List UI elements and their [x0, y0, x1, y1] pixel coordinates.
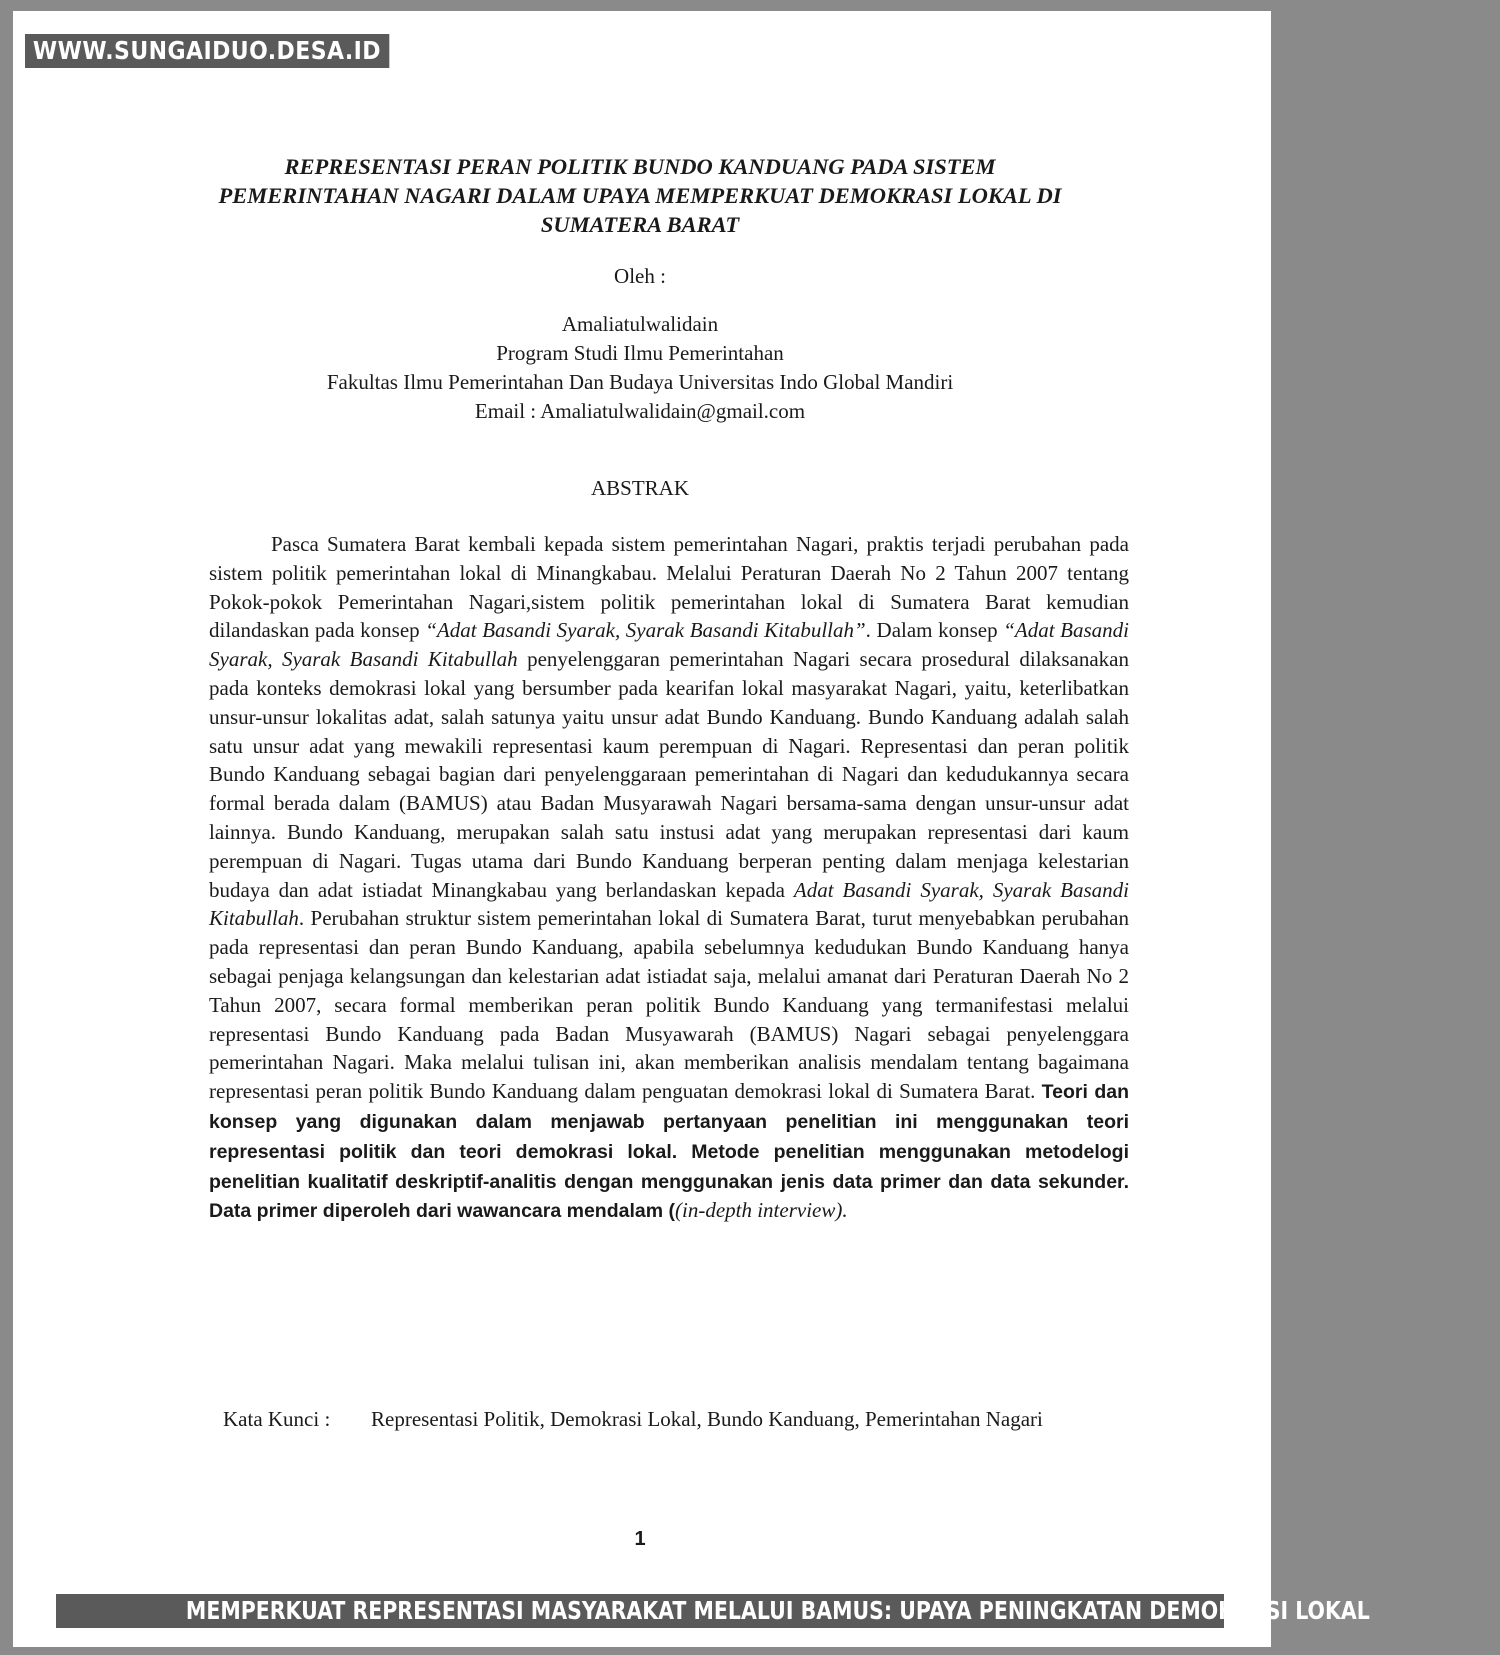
abstract-text: penyelenggaran pemerintahan Nagari secara prosedural dilaksanakan pada konteks demokrasi lokal yang bersumber pada kearifan lokal masyarakat Nagari, yaitu, keterlibatkan unsur-unsur lokalitas adat, salah satunya yaitu unsur adat Bundo Kanduang. Bundo Kanduang adalah salah satu unsur adat yang mewakili representasi kaum perempuan di Nagari. Representasi dan peran politik Bundo Kanduang sebagai bagian dari penyelenggaraan pemerintahan di Nagari dan kedudukannya secara formal berada dalam (BAMUS) atau Badan Musyarawah Nagari bersama-sama dengan unsur-unsur adat lainnya. Bundo Kanduang, merupakan salah satu instusi adat yang merupakan representasi dari kaum perempuan di Nagari. Tugas utama dari Bundo Kanduang berperan penting dalam menjaga kelestarian budaya dan adat istiadat Minangkabau yang berlandaskan kepada	[209, 647, 1129, 902]
abstract-italic-text: “Adat Basandi Syarak, Syarak Basandi Kitabullah	[209, 618, 1129, 672]
page-number: 1	[634, 1528, 646, 1550]
title-line: REPRESENTASI PERAN POLITIK BUNDO KANDUANG PADA SISTEM	[284, 154, 996, 179]
abstract-italic-text: (in-depth interview).	[675, 1198, 848, 1223]
site-watermark: WWW.SUNGAIDUO.DESA.ID	[25, 34, 389, 68]
author-email: Email : Amaliatulwalidain@gmail.com	[474, 399, 806, 423]
author-faculty: Fakultas Ilmu Pemerintahan Dan Budaya Universitas Indo Global Mandiri	[326, 370, 954, 394]
title-line: SUMATERA BARAT	[540, 212, 740, 237]
title-line: PEMERINTAHAN NAGARI DALAM UPAYA MEMPERKUAT DEMOKRASI LOKAL DI	[218, 183, 1062, 208]
author-program: Program Studi Ilmu Pemerintahan	[496, 341, 784, 365]
byline-label: Oleh :	[614, 264, 666, 288]
keywords-list: Representasi Politik, Demokrasi Lokal, Bundo Kanduang, Pemerintahan Nagari	[371, 1407, 1043, 1431]
paper-title	[140, 152, 1140, 239]
abstract-body	[209, 530, 1129, 1226]
abstract-text: Pasca Sumatera Barat kembali kepada sistem pemerintahan Nagari, praktis terjadi perubahan pada sistem politik pemerintahan lokal di Minangkabau. Melalui Peraturan Daerah No 2 Tahun 2007 tentang Pokok-pokok Pemerintahan Nagari,sistem politik	[209, 532, 1129, 614]
abstract-text: . Dalam konsep	[865, 618, 1004, 643]
caption-banner	[56, 1594, 1370, 1628]
abstract-heading: ABSTRAK	[590, 476, 690, 500]
abstract-bold-text: Teori dan konsep yang digunakan dalam menjawab pertanyaan penelitian ini menggunakan teori representasi politik dan teori demokrasi lokal. Metode penelitian menggunakan metodelogi penelitian kualitatif deskriptif-analitis dengan menggunakan jenis data primer dan data sekunder. Data primer diperoleh dari wawancara mendalam (	[209, 1081, 1129, 1223]
keywords	[223, 1405, 1129, 1434]
caption-text: MEMPERKUAT REPRESENTASI MASYARAKAT MELALUI BAMUS: UPAYA PENINGKATAN DEMOKRASI LOKAL	[185, 1596, 1370, 1625]
abstract-italic-text: Adat Basandi Syarak, Syarak Basandi Kitabullah	[209, 877, 1129, 931]
abstract-text: . Perubahan struktur sistem pemerintahan lokal di Sumatera Barat, turut menyebabkan perubahan pada representasi dan peran Bundo Kanduang, apabila sebelumnya kedudukan Bundo Kanduang hanya sebagai penjaga kelangsungan dan kelestarian adat istiadat saja, melalui amanat dari Peraturan Daerah No 2 Tahun 2007, secara formal memberikan peran politik Bundo Kanduang yang termanifestasi melalui representasi Bundo Kanduang pada Badan Musyawarah (BAMUS) Nagari sebagai penyelenggara pemerintahan Nagari. Maka melalui tulisan ini, akan memberikan analisis mendalam tentang bagaimana representasi peran politik Bundo Kanduang dalam penguatan demokrasi lokal di Sumatera Barat.	[209, 906, 1129, 1104]
author-block	[0, 310, 1280, 426]
author-name: Amaliatulwalidain	[561, 312, 719, 336]
abstract-text: pemerintahan lokal di Sumatera Barat kemudian dilandaskan pada konsep	[209, 589, 1129, 643]
abstract-paragraph	[209, 530, 1129, 1226]
abstract-italic-text: “Adat Basandi Syarak, Syarak Basandi Kitabullah”	[425, 618, 866, 643]
keywords-label: Kata Kunci :	[223, 1407, 331, 1431]
